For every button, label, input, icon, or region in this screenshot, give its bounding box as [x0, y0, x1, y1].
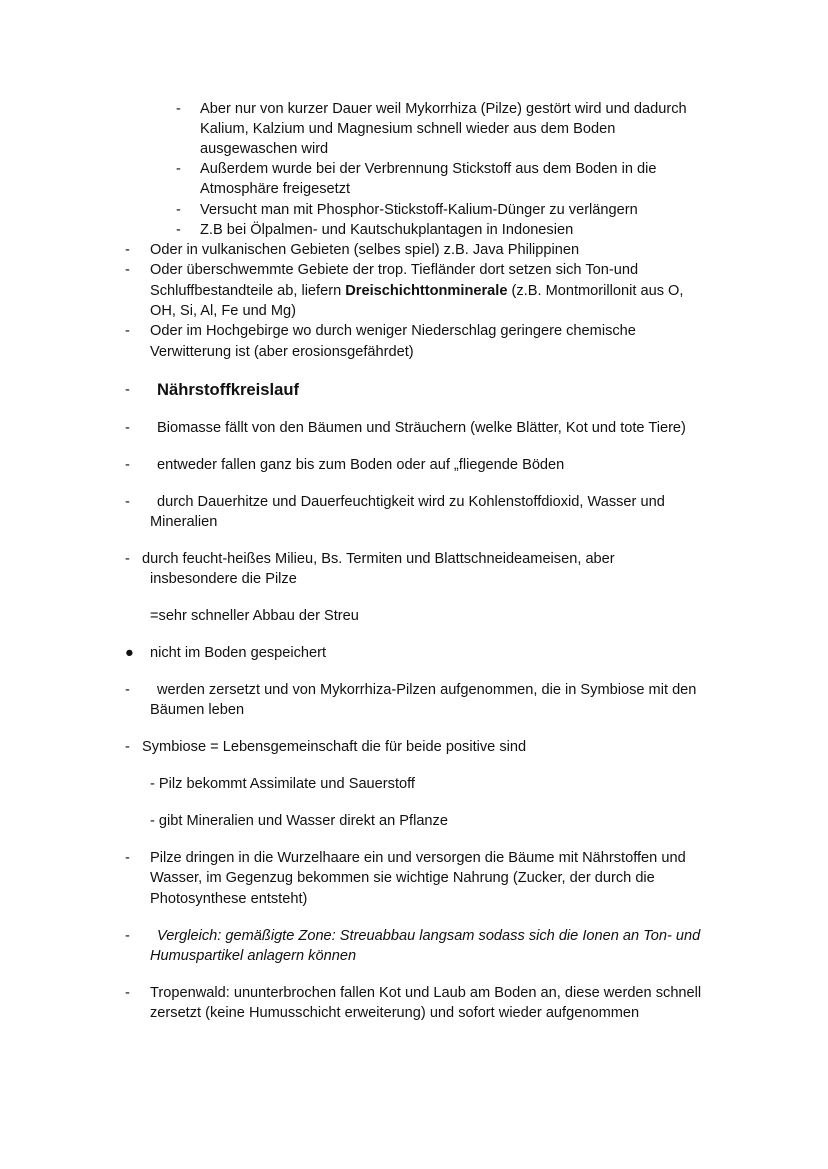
text-line: OH, Si, Al, Fe und Mg) [150, 303, 296, 319]
text-line: Symbiose = Lebensgemeinschaft die für beide positive sind [142, 739, 527, 755]
text-line: Wasser, im Gegenzug bekommen sie wichtige Nahrung (Zucker, der durch die [150, 870, 655, 886]
text-line: Tropenwald: ununterbrochen fallen Kot und Laub am Boden an, diese werden schnell [150, 985, 702, 1001]
text-line: - Pilz bekommt Assimilate und Sauerstoff [150, 776, 415, 792]
dash-marker: - [125, 262, 130, 278]
text-line: Biomasse fällt von den Bäumen und Sträuchern (welke Blätter, Kot und tote Tiere) [157, 420, 686, 436]
text-run: Schluffbestandteile ab, liefern [150, 283, 346, 299]
text-line: zersetzt (keine Humusschicht erweiterung) und sofort wieder aufgenommen [150, 1005, 640, 1021]
text-line: Oder überschwemmte Gebiete der trop. Tiefländer dort setzen sich Ton-und [150, 262, 639, 278]
bold-term: Dreischichttonminerale [345, 283, 508, 299]
text-line: Photosynthese entsteht) [150, 891, 308, 907]
dash-marker: - [125, 928, 130, 944]
text-line: =sehr schneller Abbau der Streu [150, 608, 359, 624]
bullet-marker: ● [125, 645, 134, 661]
text-line [150, 281, 683, 301]
text-line: Oder in vulkanischen Gebieten (selbes spiel) z.B. Java Philippinen [150, 242, 580, 258]
text-line: Humuspartikel anlagern können [150, 948, 357, 964]
text-line: Außerdem wurde bei der Verbrennung Stickstoff aus dem Boden in die [200, 161, 657, 177]
text-line: entweder fallen ganz bis zum Boden oder auf „fliegende Böden [157, 457, 565, 473]
text-line: - gibt Mineralien und Wasser direkt an Pflanze [150, 813, 448, 829]
dash-marker: - [176, 222, 181, 238]
text-line: Z.B bei Ölpalmen- und Kautschukplantagen in Indonesien [200, 222, 574, 238]
dash-marker: - [125, 242, 130, 258]
text-line: Vergleich: gemäßigte Zone: Streuabbau langsam sodass sich die Ionen an Ton- und [157, 928, 701, 944]
text-line: ausgewaschen wird [200, 141, 329, 157]
section-heading: Nährstoffkreislauf [157, 380, 300, 399]
text-line: Kalium, Kalzium und Magnesium schnell wieder aus dem Boden [200, 121, 616, 137]
text-run: (z.B. Montmorillonit aus O, [507, 283, 684, 299]
text-line: Aber nur von kurzer Dauer weil Mykorrhiza (Pilze) gestört wird und dadurch [200, 101, 687, 117]
text-line: durch Dauerhitze und Dauerfeuchtigkeit wird zu Kohlenstoffdioxid, Wasser und [157, 494, 665, 510]
dash-marker: - [125, 457, 130, 473]
text-line: Pilze dringen in die Wurzelhaare ein und versorgen die Bäume mit Nährstoffen und [150, 850, 686, 866]
text-line: werden zersetzt und von Mykorrhiza-Pilzen aufgenommen, die in Symbiose mit den [157, 682, 697, 698]
text-line: Verwitterung ist (aber erosionsgefährdet) [150, 344, 414, 360]
text-line: durch feucht-heißes Milieu, Bs. Termiten und Blattschneideameisen, aber [142, 551, 615, 567]
text-line: nicht im Boden gespeichert [150, 645, 327, 661]
dash-marker: - [125, 985, 130, 1001]
dash-marker: - [125, 682, 130, 698]
dash-marker: - [125, 739, 130, 755]
dash-marker: - [176, 101, 181, 117]
dash-marker: - [125, 420, 130, 436]
dash-marker: - [125, 551, 130, 567]
text-line: insbesondere die Pilze [150, 571, 297, 587]
text-line: Versucht man mit Phosphor-Stickstoff-Kalium-Dünger zu verlängern [200, 202, 638, 218]
dash-marker: - [176, 202, 181, 218]
text-line: Oder im Hochgebirge wo durch weniger Niederschlag geringere chemische [150, 323, 636, 339]
dash-marker: - [176, 161, 181, 177]
text-line: Atmosphäre freigesetzt [200, 181, 351, 197]
dash-marker: - [125, 494, 130, 510]
dash-marker: - [125, 323, 130, 339]
dash-marker: - [125, 382, 130, 398]
text-line: Mineralien [150, 514, 218, 530]
dash-marker: - [125, 850, 130, 866]
text-line: Bäumen leben [150, 702, 245, 718]
